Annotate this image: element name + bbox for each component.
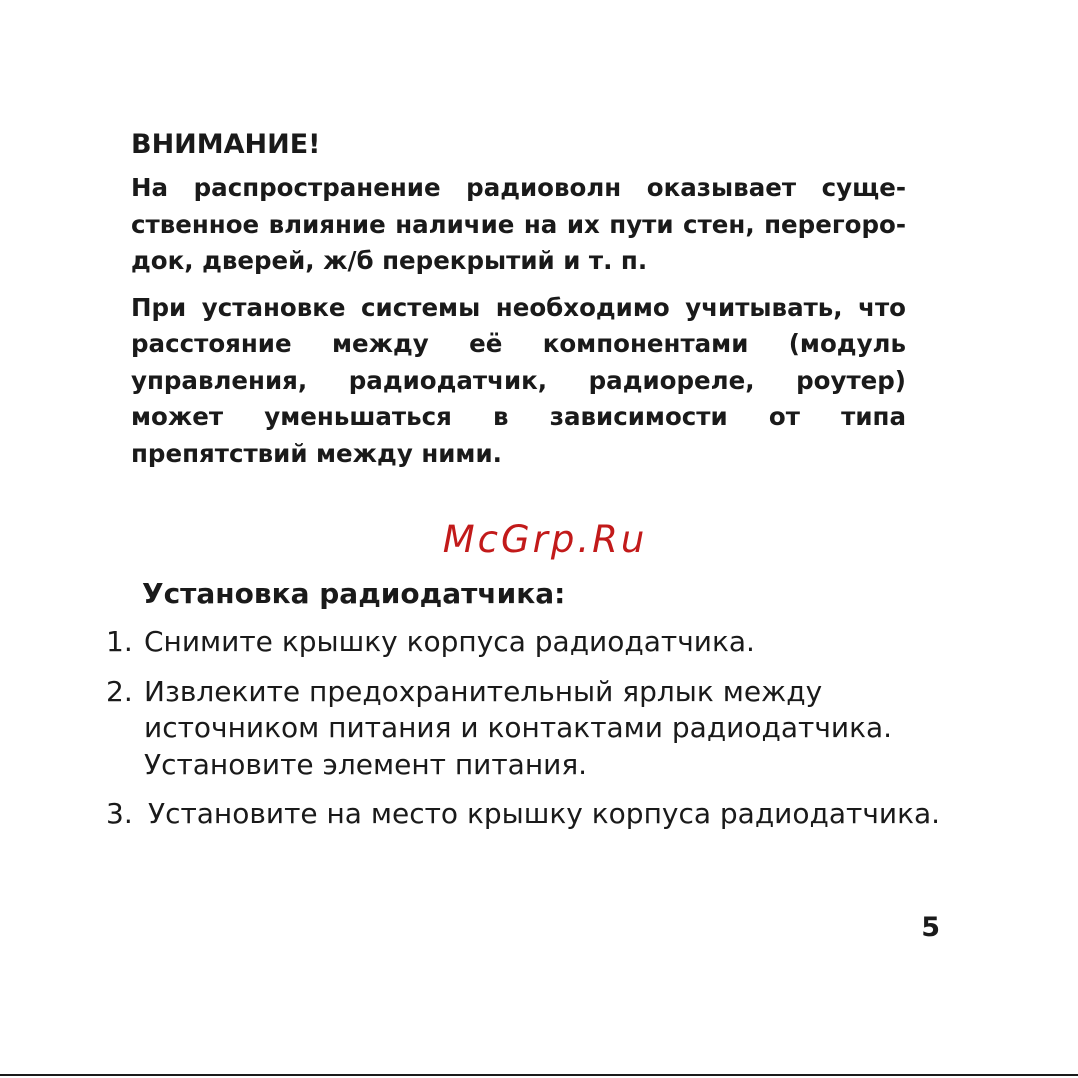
warning-paragraph-1: На распространение радиоволн оказывает существенное влияние наличие на их пути стен, перегородок, дверей, ж/б перекрытий и т. п. (131, 173, 906, 275)
step-text: Снимите крышку корпуса радиодатчика. (144, 625, 755, 658)
warning-paragraph-2: При установке системы необходимо учитывать, что расстояние между её компонентами (модуль управления, радиодатчик, радиореле, роутер) может уменьшаться в зависимости от типа препятствий между ними. (131, 292, 906, 468)
step-item (106, 796, 966, 833)
step-item (106, 624, 966, 661)
installation-title: Установка радиодатчика: (142, 577, 566, 610)
step-number: 1. (106, 625, 133, 658)
step-text: Извлеките предохранительный ярлык между источником питания и контактами радиодатчика. Установите элемент питания. (144, 674, 893, 781)
watermark: McGrp.Ru (442, 518, 648, 561)
step-text: Установите на место крышку корпуса радиодатчика. (148, 797, 941, 830)
page-number: 5 (921, 912, 940, 943)
warning-title: ВНИМАНИЕ! (131, 129, 321, 160)
warning-block (131, 128, 906, 482)
page-bottom-border (0, 1074, 1078, 1076)
step-number: 3. (106, 797, 133, 830)
installation-steps (106, 624, 966, 846)
step-number: 2. (106, 674, 133, 708)
step-item (106, 674, 966, 784)
